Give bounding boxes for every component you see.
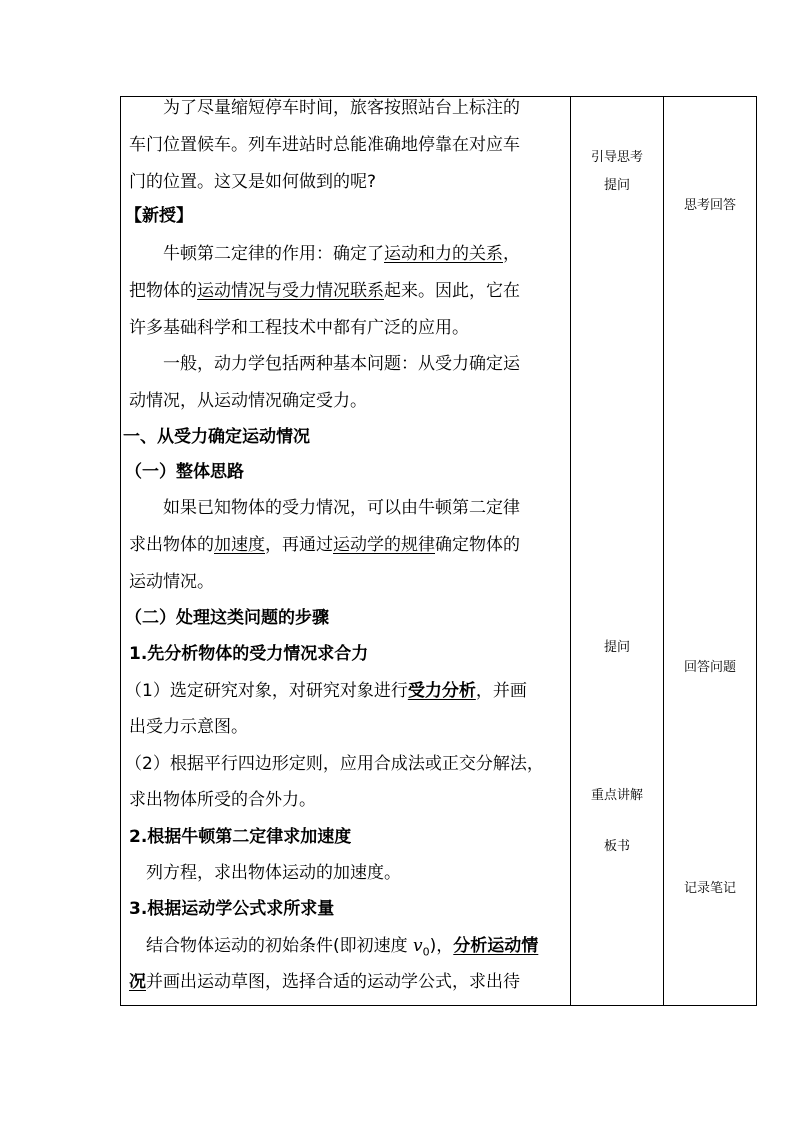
underlined-term: 加速度	[214, 535, 265, 555]
underlined-term: 运动学的规律	[333, 535, 435, 555]
para2-line-2: 把物体的运动情况与受力情况联系起来。因此，它在	[129, 281, 520, 301]
step-2-heading: 2.根据牛顿第二定律求加速度	[129, 827, 352, 847]
underlined-term: 受力分析	[407, 681, 476, 701]
para4-line-2: 求出物体的加速度，再通过运动学的规律确定物体的	[129, 535, 520, 555]
para3-line-1: 一般，动力学包括两种基本问题：从受力确定运	[163, 354, 520, 374]
step-1a-line-2: 出受力示意图。	[129, 717, 248, 737]
activity-guide-thinking: 引导思考	[590, 150, 643, 165]
step-1b-line-1: （2）根据平行四边形定则，应用合成法或正交分解法，	[125, 754, 544, 774]
para4-line-1: 如果已知物体的受力情况，可以由牛顿第二定律	[163, 498, 520, 518]
underlined-term: 运动情况与受力情况联系	[197, 281, 384, 301]
step-1a-line-1: （1）选定研究对象，对研究对象进行受力分析，并画	[125, 681, 527, 701]
student-think-answer: 思考回答	[683, 198, 736, 213]
velocity-symbol: v	[413, 936, 423, 956]
step-1b-line-2: 求出物体所受的合外力。	[129, 790, 316, 810]
student-take-notes: 记录笔记	[683, 881, 736, 896]
student-answer-question: 回答问题	[683, 660, 736, 675]
activity-board-writing: 板书	[603, 839, 630, 854]
subsection-heading-1: （一）整体思路	[125, 462, 244, 482]
section-heading-1: 一、从受力确定运动情况	[123, 427, 310, 447]
subsection-heading-2: （二）处理这类问题的步骤	[125, 608, 329, 628]
step-3-line-1: 结合物体运动的初始条件(即初速度 $v_0$)，分析运动情	[146, 936, 539, 959]
intro-line-3: 门的位置。这又是如何做到的呢?	[129, 172, 377, 192]
step-2-text: 列方程，求出物体运动的加速度。	[146, 863, 401, 883]
intro-line-2: 车门位置候车。列车进站时总能准确地停靠在对应车	[129, 135, 520, 155]
para4-line-3: 运动情况。	[129, 572, 214, 592]
underlined-term: 运动和力的关系	[384, 244, 503, 264]
para2-line-3: 许多基础科学和工程技术中都有广泛的应用。	[129, 318, 469, 338]
activity-key-explanation: 重点讲解	[590, 788, 643, 803]
underlined-term: 况	[129, 972, 146, 992]
para3-line-2: 动情况，从运动情况确定受力。	[129, 391, 367, 411]
step-3-line-2: 况并画出运动草图，选择合适的运动学公式，求出待	[129, 972, 520, 992]
column-divider-1	[570, 96, 571, 1006]
column-divider-2	[663, 96, 664, 1006]
activity-ask: 提问	[603, 640, 630, 655]
para2-line-1: 牛顿第二定律的作用：确定了运动和力的关系，	[163, 244, 520, 264]
step-3-heading: 3.根据运动学公式求所求量	[129, 899, 335, 919]
new-lesson-heading: 【新授】	[125, 206, 193, 226]
step-1-heading: 1.先分析物体的受力情况求合力	[129, 644, 369, 664]
intro-line-1: 为了尽量缩短停车时间，旅客按照站台上标注的	[163, 98, 520, 118]
underlined-term: 分析运动情	[453, 936, 539, 956]
activity-ask: 提问	[603, 178, 630, 193]
